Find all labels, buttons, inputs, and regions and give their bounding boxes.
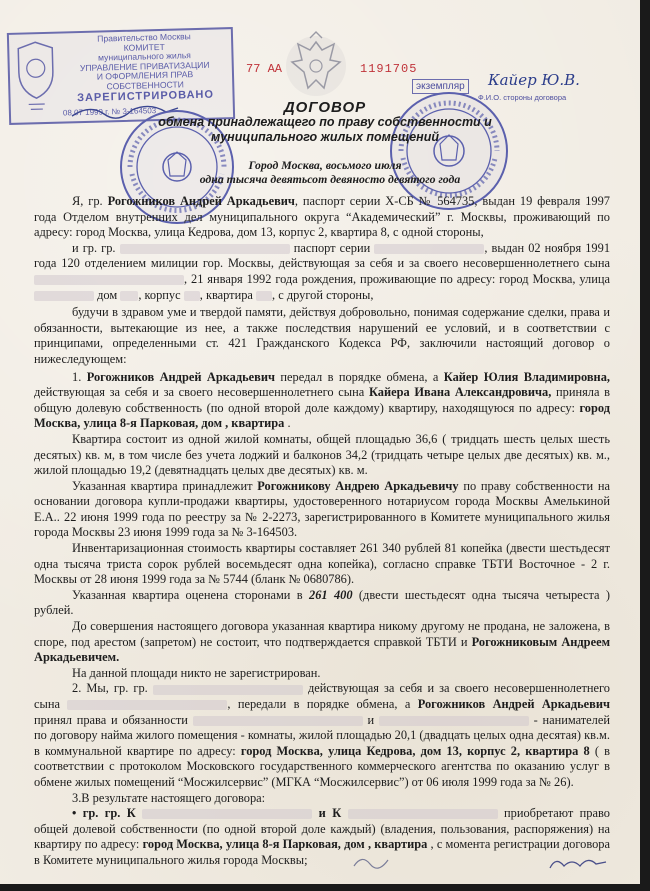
stamp-line: муниципального жилья [97, 50, 192, 63]
stamp-registered: ЗАРЕГИСТРИРОВАНО [76, 88, 215, 105]
paragraph-party-1: Я, гр. Рогожников Андрей Аркадьевич, паспорт серии Х-СБ № 564735, выдан 19 февраля 1997 года Отделом внутренних дел муниципального округа “Академический” г. Москвы, проживающий по адресу: город Москва, улица Кедрова, дом 13, корпус 2, квартира 8, с одной стороны, [34, 194, 610, 240]
eagle-emblem-icon [280, 28, 352, 100]
stamp-line: Правительство Москвы [97, 31, 191, 44]
stamp-date: 08 07 1999 г. № 3-164503 [62, 105, 157, 118]
paragraph-encumbrance: До совершения настоящего договора указанная квартира никому другому не продана, не заложена, в споре, под арестом (запретом) не состоит, что подтверждается справкой ТБТИ и Рогожниковым Андреем Аркадьевичем. [34, 619, 611, 665]
stamp-line: СОБСТВЕННОСТИ [106, 78, 185, 91]
paragraph-clause-3-bullet: • гр. гр. К и К приобретают право общей долевой собственности (по одной второй доле каждый) (владения, пользования, распоряжения) на квартиру по адресу: город Москва, улица 8-я Парковая, дом , квартира , с момента регистрации договора в Комитете муниципального жилья города Москвы; [34, 806, 610, 867]
document-place: Город Москва, восьмого июля [248, 158, 402, 172]
coat-of-arms-stamp-icon [12, 38, 60, 117]
paragraph-clause-2: 2. Мы, гр. гр. действующая за себя и за своего несовершеннолетнего сына , передали в порядке обмена, а Рогожников Андрей Аркадьевич принял права и обязанности и - нанимателей по договору найма жилого помещения - комнаты, жилой площадью 20,1 (двадцать целых одна десятая) кв.м. в коммунальной квартире по адресу: город Москва, улица Кедрова, дом 13, корпус 2, квартира 8 ( в соответствии с протоколом Московского государственного коммерческого агентства по оказанию услуг в обмене жилых помещений “Мосжилсервис” (МГКА “Мосжилсервис”) от 06 июля 1999 года за № 26). [34, 681, 610, 789]
serial-number: 1191705 [360, 62, 418, 76]
stamp-line: И ОФОРМЛЕНИЯ ПРАВ [96, 69, 194, 82]
paragraph-party-2: и гр. гр. паспорт серии , выдан 02 ноября 1991 года 120 отделением милиции гор. Москвы, действующая за себя и за своего несовершеннолетнего сына , 21 января 1992 года рождения, проживающие по адресу: город Москва, улица дом , корпус , квартира , с другой стороны, [34, 240, 611, 302]
copy-label: экземпляр [412, 79, 469, 94]
stamp-line: УПРАВЛЕНИЕ ПРИВАТИЗАЦИИ [79, 59, 210, 73]
copy-owner-signature: Кайер Ю.В. [488, 71, 580, 89]
bottom-right-signature [548, 852, 608, 878]
document-subtitle-1: обмена принадлежащего по праву собственности и [158, 115, 492, 129]
document-subtitle-2: муниципального жилых помещений [210, 130, 440, 144]
serial-series: 77 АА [246, 62, 283, 76]
paragraph-preamble: будучи в здравом уме и твердой памяти, действуя добровольно, понимая содержание сделки, права и обязанности, вытекающие из нее, а также последствия нарушений ее условий, и в соответствии с принципами, определенными ст. 421 Гражданского Кодекса РФ, заключили настоящий договор о нижеследующем: [34, 305, 610, 366]
paragraph-valuation: Указанная квартира оценена сторонами в 261 400 (двести шестьдесят одна тысяча четыреста ) рублей. [34, 587, 610, 618]
paragraph-clause-1: 1. Рогожников Андрей Аркадьевич передал в порядке обмена, а Кайер Юлия Владимировна, действующая за себя и за своего несовершеннолетнего сына Кайера Ивана Александровича, приняла в общую долевую собственность (по одной второй доле каждому) квартиру, находящуюся по адресу: город Москва, улица 8-я Парковая, дом , квартира . [34, 369, 610, 431]
stamp-line: КОМИТЕТ [123, 41, 165, 53]
document-year: одна тысяча девятьсот девяносто девятого года [199, 172, 461, 186]
paragraph-ownership: Указанная квартира принадлежит Рогожникову Андрею Аркадьевичу по праву собственности на основании договора купли-продажи квартиры, удостоверенного нотариусом города Москвы Амелькиной Е.А.. 22 июня 1999 года по реестру за № 2-2273, зарегистрированного в Комитете муниципального жилья города Москвы 23 июня 1999 года за № 3-164503. [34, 478, 610, 540]
paragraph-inventory-value: Инвентаризационная стоимость квартиры составляет 261 340 рублей 81 копейка (двести шестьдесят одна тысяча триста сорок рублей восемьдесят одна копейка), согласно справке ТБТИ Восточное - 2 г. Москвы от 28 июня 1999 года за № 5744 (бланк № 0680786). [34, 541, 610, 587]
paragraph-apartment: Квартира состоит из одной жилой комнаты, общей площадью 36,6 ( тридцать шесть целых шесть десятых) кв. м, в том числе без учета лоджий и балконов 34,2 (тридцать четыре целых две десятых) кв. м., жилой площадью 19,2 (девятнадцать целых две десятых) кв. м. [34, 431, 610, 478]
copy-caption: Ф.И.О. стороны договора [478, 93, 567, 102]
bottom-signature-mark [352, 852, 392, 876]
contract-body [34, 194, 610, 869]
paragraph-clause-3: 3.В результате настоящего договора: [72, 790, 266, 805]
paragraph-no-registration: На данной площади никто не зарегистрирован. [72, 665, 321, 680]
document-heading: ДОГОВОР [283, 99, 367, 116]
